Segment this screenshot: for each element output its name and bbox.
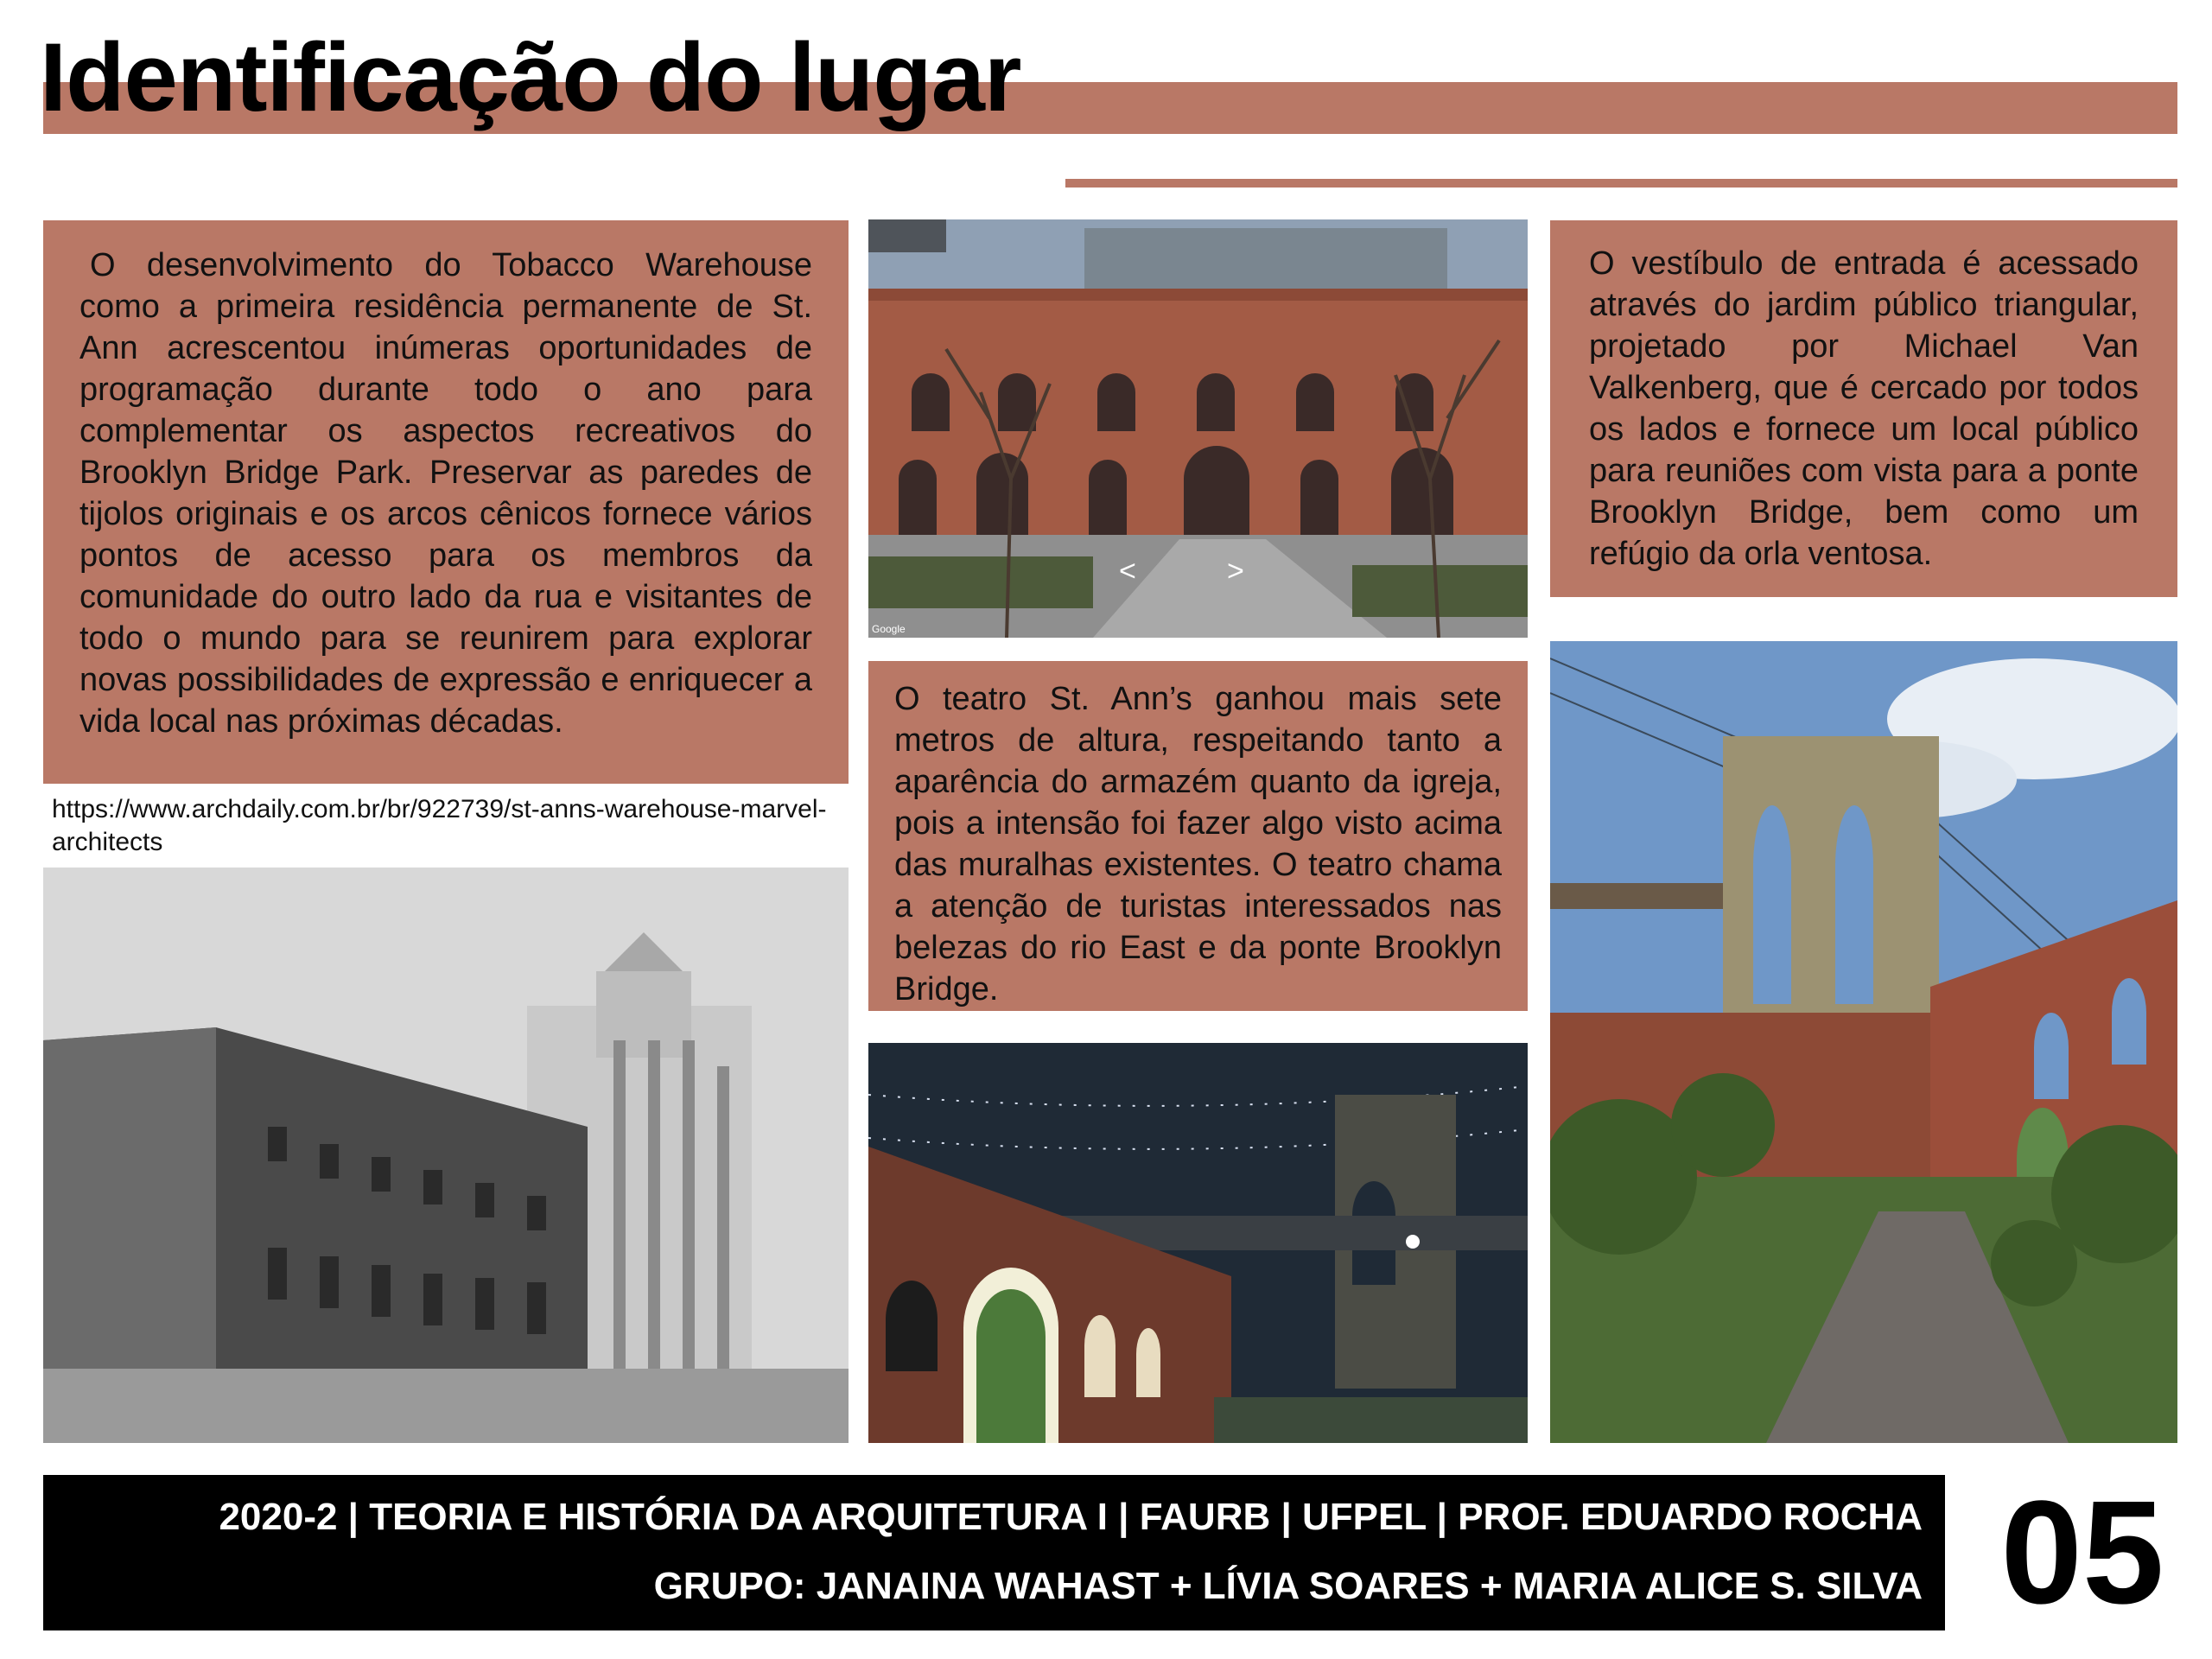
historic-warehouse-image [43, 868, 849, 1443]
title-divider-line [1065, 179, 2177, 188]
description-left-text: O desenvolvimento do Tobacco Warehouse como a primeira residência permanente de St. Ann acrescentou inúmeras oportunidades de programação durante todo o ano para complementar os aspectos recreativos do Brooklyn Bridge Park. Preservar as paredes de tijolos originais e os arcos cênicos fornece vários pontos de acesso para os membros da comunidade do outro lado da rua e visitantes de todo o mundo para se reunirem para explorar novas possibilidades de expressão e enriquecer a vida local nas próximas décadas. [79, 247, 812, 740]
page-number: 05 [2000, 1471, 2164, 1635]
source-link[interactable]: https://www.archdaily.com.br/br/922739/st-anns-warehouse-marvel-architects [52, 795, 827, 856]
street-view-prev-arrow[interactable]: < [1119, 555, 1136, 588]
footer-bar [43, 1475, 1945, 1630]
description-box-left [43, 220, 849, 784]
street-view-image [868, 219, 1528, 638]
description-right-text: O vestíbulo de entrada é acessado através do jardim público triangular, projetado por Michael Van Valkenberg, que é cercado por todos os lados e fornece um local público para reuniões com vista para a ponte Brooklyn Bridge, bem como um refúgio da orla ventosa. [1589, 245, 2139, 572]
page-title: Identificação do lugar [40, 23, 1021, 131]
footer-course-info: 2020-2 | TEORIA E HISTÓRIA DA ARQUITETURA I | FAURB | UFPEL | PROF. EDUARDO ROCHA [219, 1496, 1923, 1538]
description-box-right [1550, 220, 2177, 597]
street-view-next-arrow[interactable]: > [1227, 555, 1244, 588]
description-box-middle [868, 661, 1528, 1011]
street-view-photo [868, 219, 1528, 638]
street-view-watermark: Google [872, 623, 906, 635]
garden-bridge-photo [1550, 641, 2177, 1443]
historic-photo [43, 868, 849, 1443]
description-middle-text: O teatro St. Ann’s ganhou mais sete metros de altura, respeitando tanto a aparência do armazém quanto da igreja, pois a intensão foi fazer algo visto acima das muralhas existentes. O teatro chama a atenção de turistas interessados nas belezas do rio East e da ponte Brooklyn Bridge. [894, 681, 1502, 1007]
night-bridge-image [868, 1043, 1528, 1443]
footer-group-members: GRUPO: JANAINA WAHAST + LÍVIA SOARES + MARIA ALICE S. SILVA [653, 1565, 1923, 1607]
garden-bridge-image [1550, 641, 2177, 1443]
night-bridge-photo [868, 1043, 1528, 1443]
